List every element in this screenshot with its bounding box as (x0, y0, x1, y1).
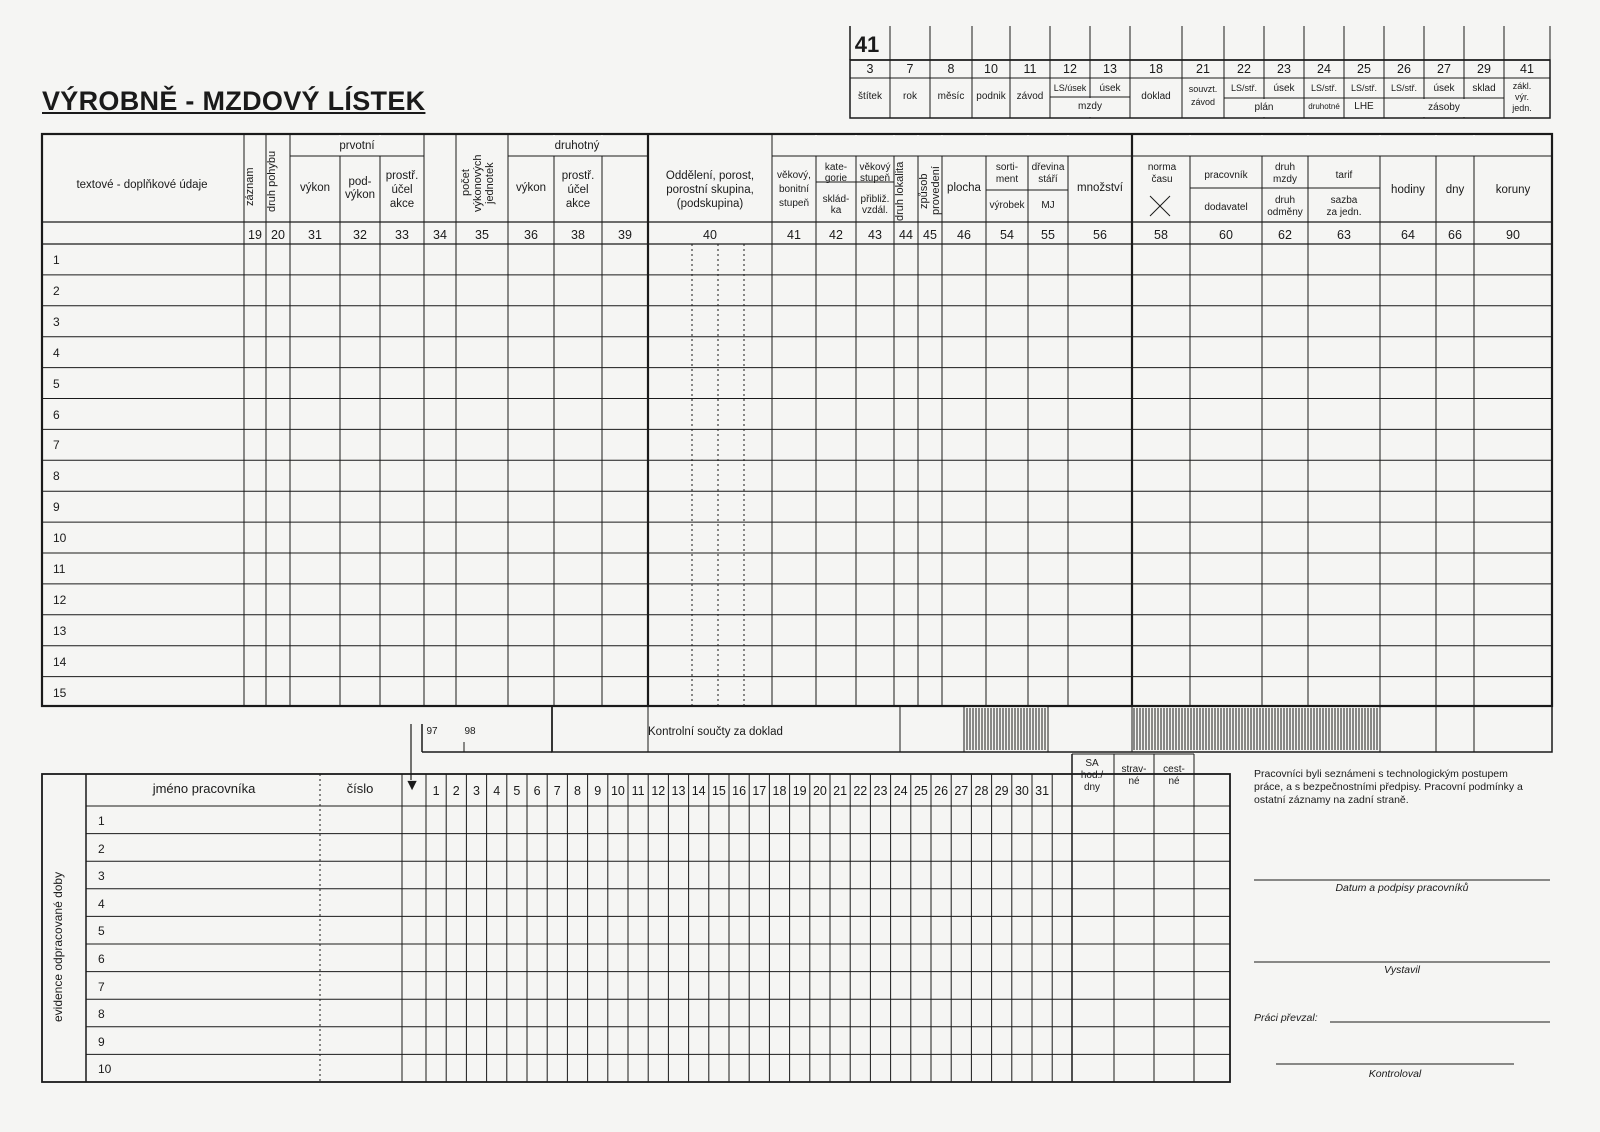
column-number: 38 (571, 228, 585, 242)
prostr2-3: akce (565, 198, 591, 210)
sa-3: dny (1083, 782, 1101, 793)
zpusob-provedeni-header: způsob provedení (918, 166, 942, 216)
mj-header: MJ (1041, 200, 1055, 211)
zaznam-header: záznam (244, 167, 256, 207)
row-number: 2 (53, 283, 60, 298)
header-number: 21 (1196, 62, 1210, 76)
column-number: 39 (618, 228, 632, 242)
header-number: 24 (1317, 62, 1331, 76)
hdr-souvzt: souvzt. (1188, 84, 1218, 94)
column-number: 56 (1093, 228, 1107, 242)
cislo-header: číslo (346, 781, 374, 796)
vykon2-header: výkon (515, 182, 547, 194)
column-number: 54 (1000, 228, 1014, 242)
oddeleni-1: Oddělení, porost, (665, 170, 755, 182)
hdr-stitek: štítek (858, 91, 882, 102)
column-number: 42 (829, 228, 843, 242)
podvykon-1: pod- (348, 176, 372, 188)
druh-odmeny-2: odměny (1267, 207, 1303, 218)
prvotni-header: prvotní (339, 140, 375, 152)
header-number: 29 (1477, 62, 1491, 76)
header-number: 23 (1277, 62, 1291, 76)
header-number: 22 (1237, 62, 1251, 76)
notice-line-3: ostatní záznamy na zadní straně. (1254, 794, 1409, 806)
hdr-usek-3: úsek (1433, 83, 1455, 94)
row-number: 8 (53, 469, 60, 484)
hdr-druhotne: druhotné (1308, 102, 1340, 111)
pribliz-1: přibliž. (860, 194, 890, 205)
sa-2: hod./ (1080, 770, 1104, 781)
attendance-row-number: 1 (98, 814, 105, 828)
pocet-vykonovych-header: počet výkonových jednotek (460, 154, 496, 212)
header-number: 3 (866, 62, 874, 76)
column-number: 40 (703, 228, 717, 242)
header-number: 13 (1103, 62, 1117, 76)
prostr2-1: prostř. (561, 170, 595, 182)
attendance-row-number: 2 (98, 841, 105, 856)
drevina-2: stáří (1038, 174, 1058, 185)
day-number: 8 (574, 784, 581, 798)
day-number: 9 (594, 784, 602, 798)
header-number: 12 (1063, 62, 1077, 76)
num-97: 97 (426, 726, 438, 737)
attendance-row-number: 8 (98, 1007, 105, 1022)
hdr-zavod: závod (1016, 91, 1044, 102)
header-number: 11 (1023, 62, 1037, 76)
row-number: 15 (53, 685, 67, 700)
vekovy-2: bonitní (778, 184, 810, 195)
hdr-ls-str-3: LS/stř. (1350, 83, 1377, 93)
row-number: 12 (53, 592, 67, 607)
column-number: 31 (308, 228, 322, 242)
form-title: VÝROBNĚ - MZDOVÝ LÍSTEK (42, 86, 426, 116)
stravne-2: né (1128, 776, 1140, 787)
pribliz-2: vzdál. (861, 205, 889, 216)
sortiment-2: ment (995, 174, 1019, 185)
attendance-row-number: 4 (98, 896, 105, 911)
row-number: 7 (53, 438, 60, 453)
column-number: 63 (1337, 228, 1351, 242)
row-number: 6 (53, 407, 60, 422)
kategorie-1: kate- (824, 162, 848, 173)
plocha-header: plocha (947, 182, 981, 194)
hdr-mzdy: mzdy (1078, 101, 1102, 112)
notice-line-1: Pracovníci byli seznámeni s technologickým postupem (1254, 768, 1508, 780)
hdr-sklad: sklad (1472, 83, 1496, 94)
header-number: 25 (1357, 62, 1371, 76)
tarif-header: tarif (1335, 170, 1353, 181)
day-number: 7 (553, 784, 561, 798)
attendance-row-number: 6 (98, 952, 105, 966)
notice-text (1254, 768, 1523, 807)
day-number: 3 (473, 784, 480, 798)
cestovne-2: né (1168, 776, 1180, 787)
day-number: 20 (812, 784, 827, 798)
hdr-souvzt-zavod: závod (1190, 97, 1216, 107)
column-number: 64 (1401, 228, 1415, 242)
column-number: 46 (957, 228, 971, 242)
skladka-2: ka (830, 205, 842, 216)
column-number: 45 (923, 228, 937, 242)
signature-workers-label: Datum a podpisy pracovníků (1335, 882, 1469, 894)
day-number: 19 (792, 784, 807, 798)
column-number: 44 (899, 228, 913, 242)
day-number: 5 (513, 784, 521, 798)
day-number: 26 (934, 784, 949, 798)
form-code: 41 (854, 32, 880, 57)
norma-1: norma (1147, 162, 1177, 173)
kontrolni-soucty-label: Kontrolní součty za doklad (648, 726, 783, 738)
day-number: 12 (651, 784, 666, 798)
attendance-row-number: 3 (98, 869, 105, 884)
hdr-doklad: doklad (1141, 91, 1171, 102)
row-number: 13 (53, 623, 67, 638)
day-number: 15 (711, 784, 726, 798)
signature-prevzal-label: Práci převzal: (1254, 1012, 1318, 1024)
hdr-vyr: výr. (1514, 92, 1529, 102)
skladka-1: sklád- (822, 194, 850, 205)
column-number: 33 (395, 228, 409, 242)
vekstupen-1: věkový (859, 162, 891, 173)
day-number: 31 (1035, 784, 1050, 798)
oddeleni-2: porostní skupina, (666, 184, 754, 196)
row-number: 1 (53, 253, 60, 267)
column-number: 55 (1041, 228, 1055, 242)
kategorie-2: gorie (824, 173, 848, 184)
sazba-2: za jedn. (1326, 207, 1362, 218)
day-number: 30 (1014, 784, 1029, 798)
column-number: 34 (433, 228, 447, 242)
dodavatel-header: dodavatel (1204, 202, 1248, 213)
column-number: 58 (1154, 228, 1168, 242)
prostr-2: účel (391, 184, 413, 196)
day-number: 11 (631, 784, 645, 798)
oddeleni-3: (podskupina) (676, 198, 744, 210)
row-number: 14 (53, 654, 67, 669)
hdr-mesic: měsíc (937, 91, 965, 102)
attendance-row-number: 7 (98, 979, 105, 994)
day-number: 4 (493, 784, 501, 798)
drevina-1: dřevina (1031, 162, 1065, 173)
day-number: 29 (994, 784, 1009, 798)
column-number: 35 (475, 228, 489, 242)
prostr-3: akce (389, 198, 415, 210)
header-number: 41 (1520, 62, 1534, 76)
day-number: 24 (893, 784, 908, 798)
norma-2: času (1151, 174, 1173, 185)
column-number: 36 (524, 228, 538, 242)
hdr-zakl: zákl. (1512, 81, 1532, 91)
column-number: 90 (1506, 228, 1520, 242)
attendance-row-number: 9 (98, 1034, 105, 1049)
druh-odmeny-1: druh (1274, 195, 1295, 206)
sazba-1: sazba (1330, 195, 1358, 206)
stravne-1: strav- (1121, 764, 1147, 775)
vekstupen-2: stupeň (859, 173, 891, 184)
sortiment-1: sorti- (995, 162, 1019, 173)
hdr-rok: rok (903, 91, 917, 102)
hdr-ls-str-4: LS/stř. (1390, 83, 1417, 93)
column-number: 32 (353, 228, 367, 242)
pracovnik-header: pracovník (1204, 170, 1248, 181)
column-number: 41 (787, 228, 801, 242)
hdr-plan: plán (1254, 102, 1274, 113)
column-number: 43 (868, 228, 882, 242)
day-number: 18 (772, 784, 787, 798)
druh-mzdy-1: druh (1274, 162, 1295, 173)
cestovne-1: cest- (1163, 764, 1185, 775)
attendance-row-number: 10 (98, 1062, 112, 1077)
day-number: 10 (610, 784, 625, 798)
column-number: 60 (1219, 228, 1233, 242)
koruny-header: koruny (1495, 184, 1531, 196)
day-number: 13 (671, 784, 686, 798)
sa-1: SA (1085, 758, 1099, 769)
header-number: 7 (906, 62, 914, 76)
hdr-lhe: LHE (1354, 101, 1374, 112)
text-column-header: textové - doplňkové údaje (76, 179, 208, 191)
header-number: 27 (1437, 62, 1451, 76)
day-number: 17 (752, 784, 767, 798)
hdr-ls-str-1: LS/stř. (1230, 83, 1257, 93)
notice-line-2: práce, a s bezpečnostními předpisy. Pracovní podmínky a (1254, 781, 1523, 793)
attendance-side-label: evidence odpracované doby (51, 871, 65, 1023)
hdr-ls-str-2: LS/stř. (1310, 83, 1337, 93)
num-98: 98 (464, 726, 476, 737)
column-number: 19 (248, 228, 262, 242)
day-number: 14 (691, 784, 706, 798)
day-number: 28 (974, 784, 989, 798)
hdr-zasoby: zásoby (1428, 102, 1460, 113)
prostr2-2: účel (567, 184, 589, 196)
day-number: 16 (732, 784, 747, 798)
header-number: 18 (1149, 62, 1163, 76)
hdr-ls-usek: LS/úsek (1053, 83, 1087, 93)
signature-vystavil-label: Vystavil (1384, 964, 1420, 976)
day-number: 25 (913, 784, 928, 798)
prostr-1: prostř. (385, 170, 419, 182)
row-number: 10 (53, 531, 67, 546)
column-number: 20 (271, 228, 285, 242)
day-number: 27 (954, 784, 969, 798)
row-number: 11 (53, 562, 66, 576)
jmeno-pracovnika-header: jméno pracovníka (152, 781, 256, 796)
vykon-header: výkon (299, 182, 331, 194)
header-number: 8 (947, 62, 955, 76)
day-number: 23 (873, 784, 888, 798)
row-number: 9 (53, 500, 60, 515)
vekovy-1: věkový, (777, 170, 811, 181)
druh-pohybu-header: druh pohybu (266, 150, 278, 212)
mnozstvi-header: množství (1076, 182, 1123, 194)
row-number: 5 (53, 376, 60, 391)
day-number: 2 (452, 784, 460, 798)
row-number: 3 (53, 314, 60, 329)
day-number: 22 (853, 784, 868, 798)
arrow-down-icon: ▼ (404, 777, 420, 794)
day-number: 1 (432, 784, 440, 798)
podvykon-2: výkon (344, 189, 376, 201)
vekovy-3: stupeň (778, 198, 810, 209)
attendance-row-number: 5 (98, 924, 105, 939)
hdr-podnik: podnik (976, 91, 1006, 102)
day-number: 21 (833, 784, 848, 798)
vyrobek-header: výrobek (989, 200, 1025, 211)
header-number: 26 (1397, 62, 1411, 76)
signature-kontroloval-label: Kontroloval (1368, 1068, 1422, 1080)
druh-mzdy-2: mzdy (1273, 174, 1297, 185)
hdr-usek: úsek (1099, 83, 1121, 94)
hdr-usek-2: úsek (1273, 83, 1295, 94)
column-number: 66 (1448, 228, 1462, 242)
hodiny-header: hodiny (1391, 184, 1425, 196)
hdr-jedn: jedn. (1512, 103, 1532, 113)
column-number: 62 (1278, 228, 1292, 242)
row-number: 4 (53, 345, 60, 360)
dny-header: dny (1445, 184, 1465, 196)
day-number: 6 (533, 784, 541, 798)
druhotny-header: druhotný (554, 140, 600, 152)
header-number: 10 (984, 62, 998, 76)
druh-lokalita-header: druh lokalita (894, 161, 906, 221)
